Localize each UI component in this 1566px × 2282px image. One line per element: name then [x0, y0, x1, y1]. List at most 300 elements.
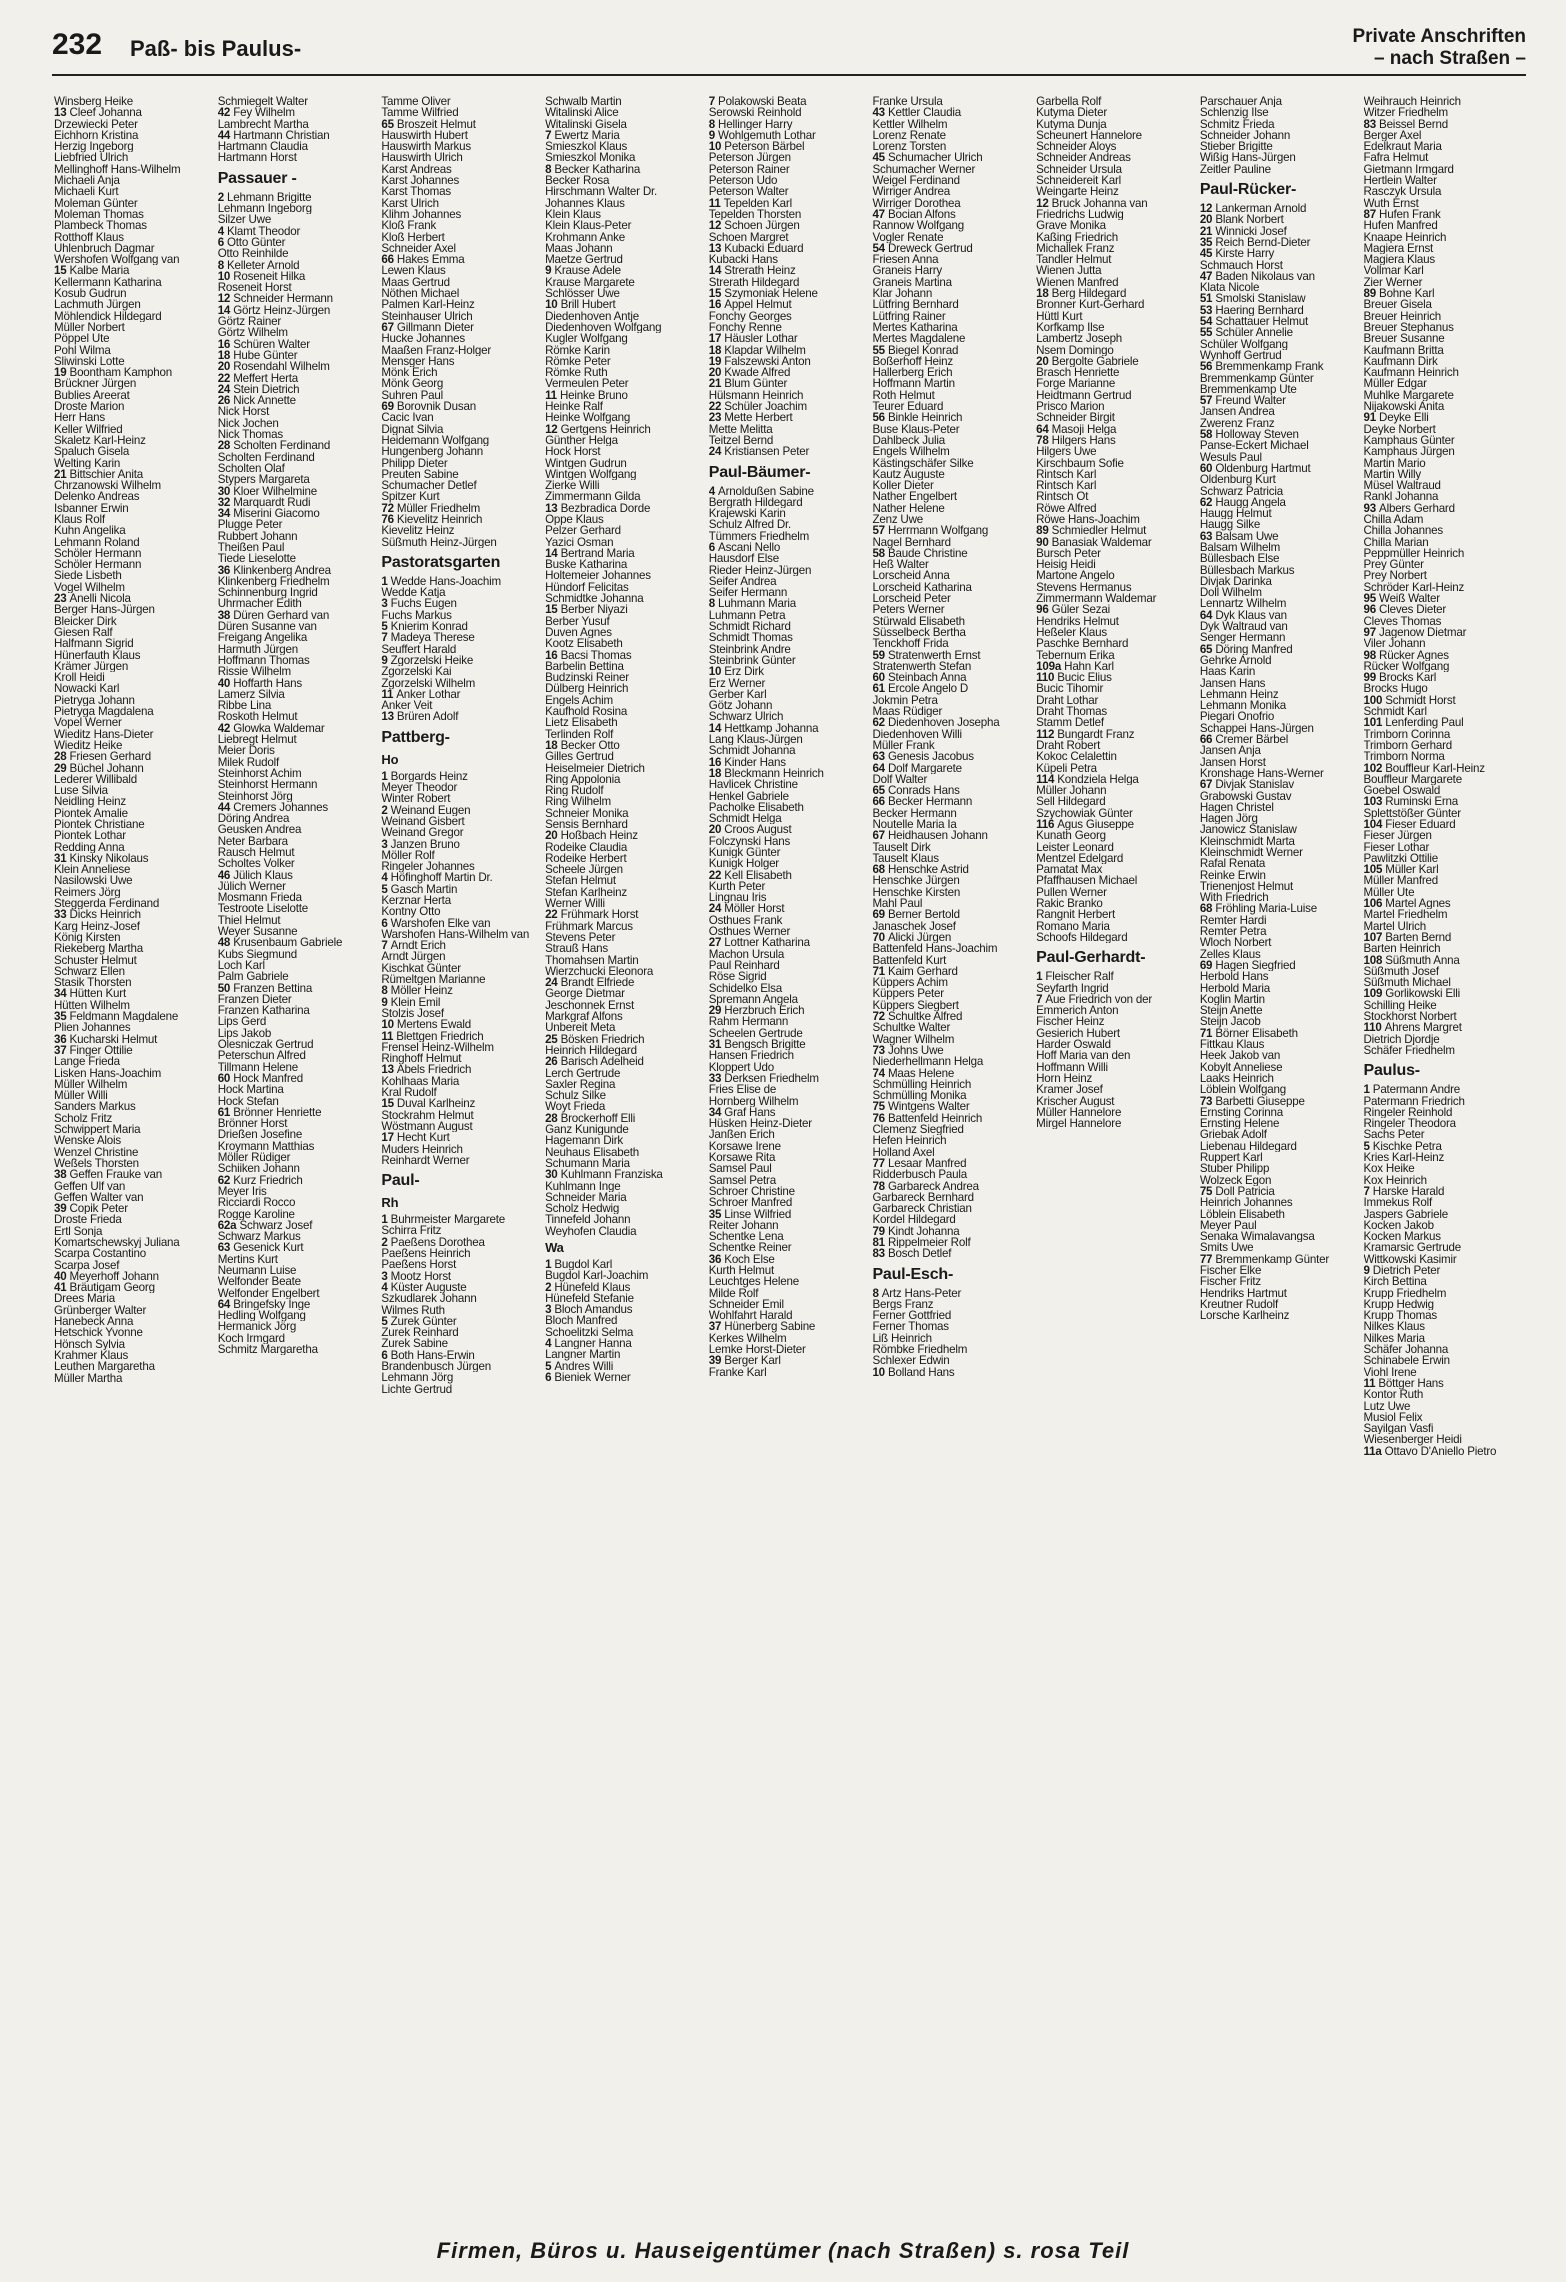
resident-entry: Reimers Jörg — [54, 886, 121, 899]
resident-entry: 23 Anelli Nicola — [54, 593, 131, 605]
resident-entry: Gietmann Irmgard — [1363, 163, 1454, 176]
resident-entry: Heinrich Johannes — [1199, 1197, 1293, 1209]
resident-entry: Tepelden Thorsten — [708, 208, 802, 221]
resident-entry: Schinabele Erwin — [1363, 1355, 1450, 1367]
resident-entry: Korsawe Irene — [708, 1140, 781, 1153]
resident-entry: Steijn Jacob — [1199, 1016, 1261, 1028]
resident-entry: Reinke Erwin — [1199, 869, 1266, 881]
resident-entry: Scheele Jürgen — [545, 864, 623, 876]
resident-entry: Spremann Angela — [708, 993, 798, 1006]
resident-entry: 51 Smolski Stanislaw — [1199, 293, 1306, 305]
resident-entry: 11 Blettgen Friedrich — [381, 1030, 484, 1042]
resident-entry: Martin Mario — [1363, 457, 1426, 469]
resident-entry: Müller Willi — [54, 1090, 108, 1102]
resident-entry: Wolzeck Egon — [1199, 1174, 1272, 1186]
resident-entry: Pacholke Elisabeth — [708, 801, 804, 814]
resident-entry: Rücker Wolfgang — [1363, 660, 1450, 673]
resident-entry: Franzen Katharina — [217, 1005, 310, 1017]
resident-entry: Neidling Heinz — [54, 796, 126, 808]
resident-entry: Magiera Klaus — [1363, 254, 1436, 266]
resident-entry: 63 Balsam Uwe — [1199, 530, 1279, 542]
resident-entry: Wieditz Heike — [54, 739, 123, 752]
resident-entry: Trimborn Norma — [1363, 751, 1445, 763]
resident-entry: 75 Wintgens Walter — [872, 1101, 970, 1113]
street-suffix: Rh — [381, 1195, 399, 1211]
resident-entry: Romano Maria — [1036, 920, 1110, 932]
resident-entry: Lewen Klaus — [381, 265, 446, 277]
resident-entry: Friedrichs Ludwig — [1036, 208, 1124, 221]
resident-entry: Möller Rüdiger — [217, 1152, 291, 1164]
resident-entry: Diedenhoven Wolfgang — [545, 321, 662, 334]
resident-entry: 72 Müller Friedhelm — [381, 502, 481, 514]
resident-entry: 16 Kinder Hans — [708, 756, 786, 768]
street-heading: Pattberg- — [381, 728, 450, 746]
resident-entry: Michaeli Kurt — [54, 186, 119, 198]
resident-entry: Michaeli Anja — [54, 175, 120, 187]
resident-entry: Battenfeld Hans-Joachim — [872, 943, 998, 955]
resident-entry: Nather Engelbert — [872, 491, 957, 503]
resident-entry: 32 Marquardt Rudi — [217, 496, 311, 509]
resident-entry: Chilla Johannes — [1363, 525, 1443, 537]
resident-entry: 16 Schüren Walter — [217, 338, 310, 350]
resident-entry: Balsam Wilhelm — [1199, 541, 1281, 554]
resident-entry: Vermeulen Peter — [545, 378, 629, 390]
resident-entry: 12 Lankerman Arnold — [1199, 203, 1307, 215]
resident-entry: Lietz Elisabeth — [545, 717, 618, 729]
resident-entry: Geffen Ulf van — [54, 1180, 126, 1192]
resident-entry: 71 Kaim Gerhard — [872, 965, 958, 978]
resident-entry: Niederhellmann Helga — [872, 1056, 984, 1068]
resident-entry: Scholten Olaf — [217, 462, 285, 475]
resident-entry: Heisig Heidi — [1036, 559, 1096, 571]
resident-entry: Sell Hildegard — [1036, 796, 1106, 808]
resident-entry: Schroer Manfred — [708, 1197, 793, 1209]
resident-entry: Krajewski Karin — [708, 508, 786, 520]
resident-entry: Piontek Amalie — [54, 807, 128, 819]
street-suffix: Wa — [545, 1239, 564, 1255]
resident-entry: Ridderbusch Paula — [872, 1169, 968, 1181]
resident-entry: 20 Kwade Alfred — [708, 367, 791, 379]
resident-entry: Breuer Heinrich — [1363, 310, 1442, 322]
resident-entry: Martone Angelo — [1036, 570, 1115, 582]
resident-entry: 1 Fleischer Ralf — [1036, 971, 1114, 983]
resident-entry: Döring Andrea — [217, 813, 290, 825]
resident-entry: Hagen Christel — [1199, 801, 1274, 814]
resident-entry: 3 Mootz Horst — [381, 1270, 451, 1282]
resident-entry: Martel Ulrich — [1363, 920, 1426, 932]
resident-entry: Ruppert Karl — [1199, 1152, 1263, 1164]
resident-entry: 62 Diedenhoven Josepha — [872, 717, 1000, 729]
resident-entry: Schmülling Monika — [872, 1090, 967, 1102]
resident-entry: Peterson Rainer — [708, 163, 790, 176]
resident-entry: Neter Barbara — [217, 835, 288, 847]
resident-entry: Heinke Ralf — [545, 401, 603, 413]
resident-entry: Küppers Siegbert — [872, 999, 959, 1012]
resident-entry: Loch Karl — [217, 959, 265, 972]
resident-entry: Deyke Norbert — [1363, 423, 1436, 435]
resident-entry: Hütten Wilhelm — [54, 999, 130, 1012]
resident-entry: 10 Mertens Ewald — [381, 1019, 471, 1031]
resident-entry: 9 Wohlgemuth Lothar — [708, 129, 816, 142]
resident-entry: Gilles Gertrud — [545, 751, 614, 763]
resident-entry: Zenz Uwe — [872, 513, 924, 526]
resident-entry: Engels Wilhelm — [872, 446, 950, 458]
resident-entry: Jülich Werner — [217, 880, 286, 893]
resident-entry: Geusken Andrea — [217, 824, 302, 836]
resident-entry: Kontor Ruth — [1363, 1389, 1424, 1401]
resident-entry: Bucic Tihomir — [1036, 683, 1104, 695]
resident-entry: Fonchy Georges — [708, 310, 792, 322]
resident-entry: Ribbe Lina — [217, 700, 272, 712]
resident-entry: Fischer Fritz — [1199, 1276, 1261, 1288]
resident-entry: Remter Hardi — [1199, 914, 1267, 927]
resident-entry: 43 Kettler Claudia — [872, 107, 962, 119]
resident-entry: Nsem Domingo — [1036, 344, 1114, 356]
resident-entry: 14 Strerath Heinz — [708, 265, 796, 277]
resident-entry: 25 Bösken Friedrich — [545, 1033, 645, 1045]
resident-entry: Wienen Manfred — [1036, 276, 1119, 289]
resident-entry: Schmidt Richard — [708, 621, 791, 633]
resident-entry: Seifer Hermann — [708, 587, 788, 599]
resident-entry: Halfmann Sigrid — [54, 638, 134, 650]
resident-entry: Karg Heinz-Josef — [54, 920, 140, 932]
resident-entry: Suhren Paul — [381, 389, 443, 402]
resident-entry: Zurek Sabine — [381, 1338, 448, 1350]
resident-entry: Szychowiak Günter — [1036, 807, 1133, 819]
resident-entry: Röwe Alfred — [1036, 502, 1097, 514]
resident-entry: Ring Wilhelm — [545, 796, 611, 808]
resident-entry: 3 Fuchs Eugen — [381, 598, 457, 610]
resident-entry: Schmidt Thomas — [708, 632, 793, 644]
resident-entry: Görtz Rainer — [217, 316, 282, 328]
resident-entry: Scholten Ferdinand — [217, 451, 315, 463]
resident-entry: Testroote Liselotte — [217, 903, 308, 915]
resident-entry: 81 Rippelmeier Rolf — [872, 1236, 971, 1249]
resident-entry: Kubacki Hans — [708, 254, 778, 266]
resident-entry: Schwalb Martin — [545, 96, 622, 108]
resident-entry: Wienen Jutta — [1036, 265, 1102, 277]
resident-entry: Wöstmann August — [381, 1120, 473, 1133]
resident-entry: 110 Ahrens Margret — [1363, 1022, 1462, 1034]
resident-entry: 24 Brandt Elfriede — [545, 977, 635, 989]
resident-entry: Nilkes Maria — [1363, 1332, 1425, 1345]
resident-entry: Hansen Friedrich — [708, 1050, 794, 1062]
resident-entry: Strauß Hans — [545, 943, 608, 955]
resident-entry: Schinnenburg Ingrid — [217, 587, 318, 599]
resident-entry: Chilla Marian — [1363, 536, 1429, 548]
resident-entry: Maaßen Franz-Holger — [381, 344, 491, 356]
resident-entry: 27 Lottner Katharina — [708, 937, 810, 949]
resident-entry: Kloppert Udo — [708, 1061, 775, 1073]
resident-entry: Vopel Werner — [54, 717, 122, 729]
resident-entry: Werner Willi — [545, 898, 605, 910]
resident-entry: 17 Häusler Lothar — [708, 333, 798, 345]
resident-entry: Arndt Jürgen — [381, 951, 446, 963]
resident-entry: Müsel Waltraud — [1363, 480, 1441, 492]
resident-entry: 57 Herrmann Wolfgang — [872, 525, 989, 537]
resident-entry: Scheunert Hannelore — [1036, 129, 1142, 142]
resident-entry: Büllesbach Markus — [1199, 564, 1295, 576]
resident-entry: Schumacher Detlef — [381, 480, 477, 492]
resident-entry: Ferner Thomas — [872, 1321, 949, 1333]
resident-entry: Bloch Manfred — [545, 1315, 618, 1327]
resident-entry: Stockhorst Norbert — [1363, 1011, 1457, 1023]
resident-entry: 91 Deyke Elli — [1363, 412, 1429, 424]
resident-entry: Wierzchucki Eleonora — [545, 965, 654, 978]
resident-entry: Pamatat Max — [1036, 864, 1103, 876]
resident-entry: Palm Gabriele — [217, 971, 289, 983]
resident-entry: Lehmann Ingeborg — [217, 203, 312, 215]
directory-column — [381, 96, 545, 2222]
resident-entry: Müller Hannelore — [1036, 1106, 1122, 1119]
resident-entry: 79 Kindt Johanna — [872, 1225, 960, 1237]
street-heading: Paul-Bäumer- — [708, 463, 811, 481]
resident-entry: Hedling Wolfgang — [217, 1310, 306, 1322]
resident-entry: Fieser Jürgen — [1363, 830, 1432, 842]
resident-entry: Osthues Werner — [708, 926, 791, 938]
resident-entry: Prey Günter — [1363, 559, 1424, 571]
resident-entry: Samsel Petra — [708, 1174, 776, 1186]
resident-entry: Vogler Renate — [872, 231, 944, 243]
resident-entry: Wintgen Wolfgang — [545, 468, 637, 481]
resident-entry: Pullen Werner — [1036, 886, 1107, 899]
resident-entry: Hendriks Hartmut — [1199, 1287, 1287, 1299]
resident-entry: 48 Krusenbaum Gabriele — [217, 937, 343, 949]
resident-entry: Trimborn Corinna — [1363, 728, 1451, 740]
resident-entry: Römbke Friedhelm — [872, 1344, 968, 1356]
resident-entry: Koglin Martin — [1199, 993, 1265, 1006]
resident-entry: Fries Elise de — [708, 1084, 777, 1096]
resident-entry: Zelles Klaus — [1199, 948, 1261, 960]
resident-entry: Steinbrink Andre — [708, 643, 791, 655]
resident-entry: Battenfeld Kurt — [872, 954, 947, 966]
resident-entry: 66 Cremer Bärbel — [1199, 734, 1289, 746]
resident-entry: 26 Nick Annette — [217, 395, 296, 407]
resident-entry: Nijakowski Anita — [1363, 401, 1445, 413]
resident-entry: Löblein Wolfgang — [1199, 1084, 1286, 1096]
resident-entry: Sanders Markus — [54, 1101, 136, 1113]
resident-entry: Herbold Maria — [1199, 982, 1271, 994]
resident-entry: Schulz Alfred Dr. — [708, 519, 792, 531]
resident-entry: Schöler Hermann — [54, 547, 142, 560]
resident-entry: 2 Hünefeld Klaus — [545, 1281, 631, 1293]
resident-entry: Weßels Thorsten — [54, 1157, 139, 1170]
resident-entry: Rintsch Karl — [1036, 480, 1097, 492]
resident-entry: 89 Bohne Karl — [1363, 288, 1435, 300]
resident-entry: 10 Brill Hubert — [545, 299, 616, 311]
resident-entry: 90 Banasiak Waldemar — [1036, 536, 1152, 548]
resident-entry: 7 Ewertz Maria — [545, 129, 620, 142]
resident-entry: Schmiegelt Walter — [217, 96, 308, 108]
resident-entry: Paeßens Heinrich — [381, 1248, 471, 1260]
resident-entry: Kox Heike — [1363, 1163, 1415, 1175]
resident-entry: Schmidt Johanna — [708, 745, 796, 757]
street-heading: Pastoratsgarten — [381, 553, 501, 571]
resident-entry: Reiter Johann — [708, 1219, 779, 1232]
resident-entry: Scarpa Costantino — [54, 1248, 146, 1260]
resident-entry: Buse Klaus-Peter — [872, 423, 960, 435]
resident-entry: Patermann Friedrich — [1363, 1095, 1465, 1107]
resident-entry: Zimmermann Waldemar — [1036, 593, 1157, 605]
resident-entry: 5 Knierim Konrad — [381, 621, 468, 633]
resident-entry: Neumann Luise — [217, 1264, 297, 1277]
resident-entry: Hoff Maria van den — [1036, 1050, 1131, 1062]
resident-entry: Wintgen Gudrun — [545, 457, 627, 469]
resident-entry: 19 Falszewski Anton — [708, 355, 811, 368]
resident-entry: Lambertz Joseph — [1036, 333, 1123, 345]
resident-entry: Schwarz Markus — [217, 1231, 301, 1243]
resident-entry: Schneider Aloys — [1036, 141, 1117, 153]
resident-entry: Doll Wilhelm — [1199, 587, 1262, 599]
resident-entry: 65 Conrads Hans — [872, 785, 960, 797]
resident-entry: Rodeike Herbert — [545, 852, 627, 865]
resident-entry: Nagel Bernhard — [872, 536, 951, 548]
resident-entry: Heinke Wolfgang — [545, 412, 631, 424]
resident-entry: Müller Johann — [1036, 785, 1107, 797]
resident-entry: Frühmark Marcus — [545, 920, 633, 932]
resident-entry: Draht Robert — [1036, 739, 1101, 752]
resident-entry: Fafra Helmut — [1363, 152, 1429, 164]
resident-entry: Müller Edgar — [1363, 378, 1427, 390]
resident-entry: Maas Rüdiger — [872, 706, 943, 718]
resident-entry: Tandler Helmut — [1036, 254, 1112, 266]
resident-entry: Paschke Bernhard — [1036, 638, 1129, 650]
resident-entry: Tinnefeld Johann — [545, 1214, 631, 1226]
resident-entry: 60 Hock Manfred — [217, 1072, 303, 1085]
resident-entry: Schmitz Margaretha — [217, 1344, 318, 1356]
resident-entry: Henschke Kirsten — [872, 886, 961, 899]
resident-entry: Hündorf Felicitas — [545, 581, 629, 594]
resident-entry: Wynhoff Gertrud — [1199, 349, 1282, 362]
resident-entry: Riekeberg Martha — [54, 943, 143, 955]
resident-entry: Ring Appolonia — [545, 773, 621, 786]
resident-entry: Schneider Maria — [545, 1191, 627, 1204]
resident-entry: Droste Frieda — [54, 1214, 122, 1226]
resident-entry: 31 Kinsky Nikolaus — [54, 852, 149, 865]
resident-entry: Holtemeier Johannes — [545, 570, 651, 582]
resident-entry: Piegari Onofrio — [1199, 711, 1275, 723]
resident-entry: Süßmuth Michael — [1363, 977, 1451, 989]
resident-entry: 1 Patermann Andre — [1363, 1084, 1461, 1096]
resident-entry: Schoelitzki Selma — [545, 1326, 634, 1339]
resident-entry: Klihm Johannes — [381, 208, 462, 221]
resident-entry: Luhmann Petra — [708, 609, 786, 622]
resident-entry: Dahlbeck Julia — [872, 434, 946, 447]
resident-entry: Tebernum Erika — [1036, 649, 1115, 661]
resident-entry: Kurth Peter — [708, 880, 766, 893]
resident-entry: Henkel Gabriele — [708, 790, 789, 802]
resident-entry: 5 Gasch Martin — [381, 883, 458, 895]
resident-entry: Vollmar Karl — [1363, 265, 1424, 277]
resident-entry: Schneier Monika — [545, 807, 629, 819]
resident-entry: Peterson Jürgen — [708, 152, 791, 164]
resident-entry: Stamm Detlef — [1036, 717, 1104, 729]
resident-entry: Hirschmann Walter Dr. — [545, 186, 658, 198]
resident-entry: Holland Axel — [872, 1146, 935, 1158]
resident-entry: Liß Heinrich — [872, 1332, 932, 1345]
resident-entry: Winsberg Heike — [54, 96, 134, 108]
resident-entry: Kettler Wilhelm — [872, 118, 948, 130]
resident-entry: Maetze Gertrud — [545, 254, 623, 266]
resident-entry: 37 Hünerberg Sabine — [708, 1321, 816, 1333]
resident-entry: Hoffmann Martin — [872, 378, 955, 390]
resident-entry: Lorenz Torsten — [872, 141, 947, 153]
resident-entry: Witalinski Alice — [545, 107, 619, 119]
resident-entry: Schoofs Hildegard — [1036, 931, 1128, 944]
resident-entry: Korfkamp Ilse — [1036, 321, 1105, 334]
resident-entry: 18 Bleckmann Heinrich — [708, 767, 824, 780]
resident-entry: Hetschick Yvonne — [54, 1327, 143, 1339]
resident-entry: 55 Schüler Annelie — [1199, 327, 1293, 339]
resident-entry: Bergs Franz — [872, 1298, 934, 1311]
resident-entry: Müller Manfred — [1363, 875, 1439, 887]
resident-entry: 109a Hahn Karl — [1036, 660, 1114, 673]
resident-entry: 8 Luhmann Maria — [708, 598, 796, 610]
resident-entry: Schumann Maria — [545, 1157, 630, 1170]
resident-entry: Röse Sigrid — [708, 971, 767, 983]
resident-entry: Emmerich Anton — [1036, 1005, 1119, 1017]
resident-entry: 45 Kirste Harry — [1199, 248, 1275, 260]
resident-entry: 39 Berger Karl — [708, 1355, 781, 1367]
resident-entry: 7 Aue Friedrich von der — [1036, 993, 1153, 1006]
resident-entry: Janowicz Stanislaw — [1199, 824, 1297, 836]
resident-entry: Kreutner Rudolf — [1199, 1298, 1279, 1311]
resident-entry: Hagen Jörg — [1199, 813, 1258, 825]
resident-entry: Römke Karin — [545, 344, 610, 356]
resident-entry: Hünerfauth Klaus — [54, 649, 141, 661]
resident-entry: 73 Barbetti Giuseppe — [1199, 1095, 1305, 1107]
resident-entry: Wittkowski Kasimir — [1363, 1253, 1457, 1265]
resident-entry: 55 Biegel Konrad — [872, 344, 959, 356]
resident-entry: Schlenzig Ilse — [1199, 107, 1269, 119]
resident-entry: Stevens Peter — [545, 931, 616, 944]
resident-entry: Thiel Helmut — [217, 914, 281, 927]
resident-entry: Stypers Margareta — [217, 474, 310, 486]
resident-entry: Süßmuth Josef — [1363, 965, 1439, 978]
resident-entry: Ringeler Reinhold — [1363, 1106, 1453, 1119]
resident-entry: Schirra Fritz — [381, 1225, 442, 1237]
resident-entry: Stürwald Elisabeth — [872, 615, 965, 627]
resident-entry: 4 Klamt Theodor — [217, 225, 301, 237]
resident-entry: Gehrke Arnold — [1199, 654, 1272, 667]
resident-entry: 40 Hoffarth Hans — [217, 677, 302, 689]
resident-entry: Wirriger Dorothea — [872, 197, 961, 209]
resident-entry: Serowski Reinhold — [708, 107, 802, 119]
resident-entry: Vogel Wilhelm — [54, 581, 125, 594]
resident-entry: Prey Norbert — [1363, 570, 1427, 582]
resident-entry: Stevens Hermanus — [1036, 581, 1132, 594]
resident-entry: 29 Herzbruch Erich — [708, 1005, 805, 1017]
resident-entry: Pfaffhausen Michael — [1036, 875, 1138, 887]
resident-entry: 17 Hecht Kurt — [381, 1132, 450, 1144]
resident-entry: Kries Karl-Heinz — [1363, 1152, 1445, 1164]
resident-entry: 8 Becker Katharina — [545, 163, 641, 176]
resident-entry: Seifer Andrea — [708, 575, 777, 588]
resident-entry: 42 Glowka Waldemar — [217, 722, 325, 735]
resident-entry: Krause Margarete — [545, 276, 635, 289]
resident-entry: Preuten Sabine — [381, 468, 459, 481]
resident-entry: Grave Monika — [1036, 220, 1106, 232]
resident-entry: Gerber Karl — [708, 688, 767, 701]
resident-entry: Roseneit Horst — [217, 282, 292, 294]
resident-entry: Harmuth Jürgen — [217, 643, 299, 655]
resident-entry: 59 Stratenwerth Ernst — [872, 649, 981, 661]
resident-entry: Prisco Marion — [1036, 401, 1105, 413]
resident-entry: 9 Krause Adele — [545, 265, 621, 277]
resident-entry: Scheelen Gertrude — [708, 1027, 803, 1040]
resident-entry: Görtz Wilhelm — [217, 327, 288, 339]
resident-entry: Draht Lothar — [1036, 694, 1099, 707]
